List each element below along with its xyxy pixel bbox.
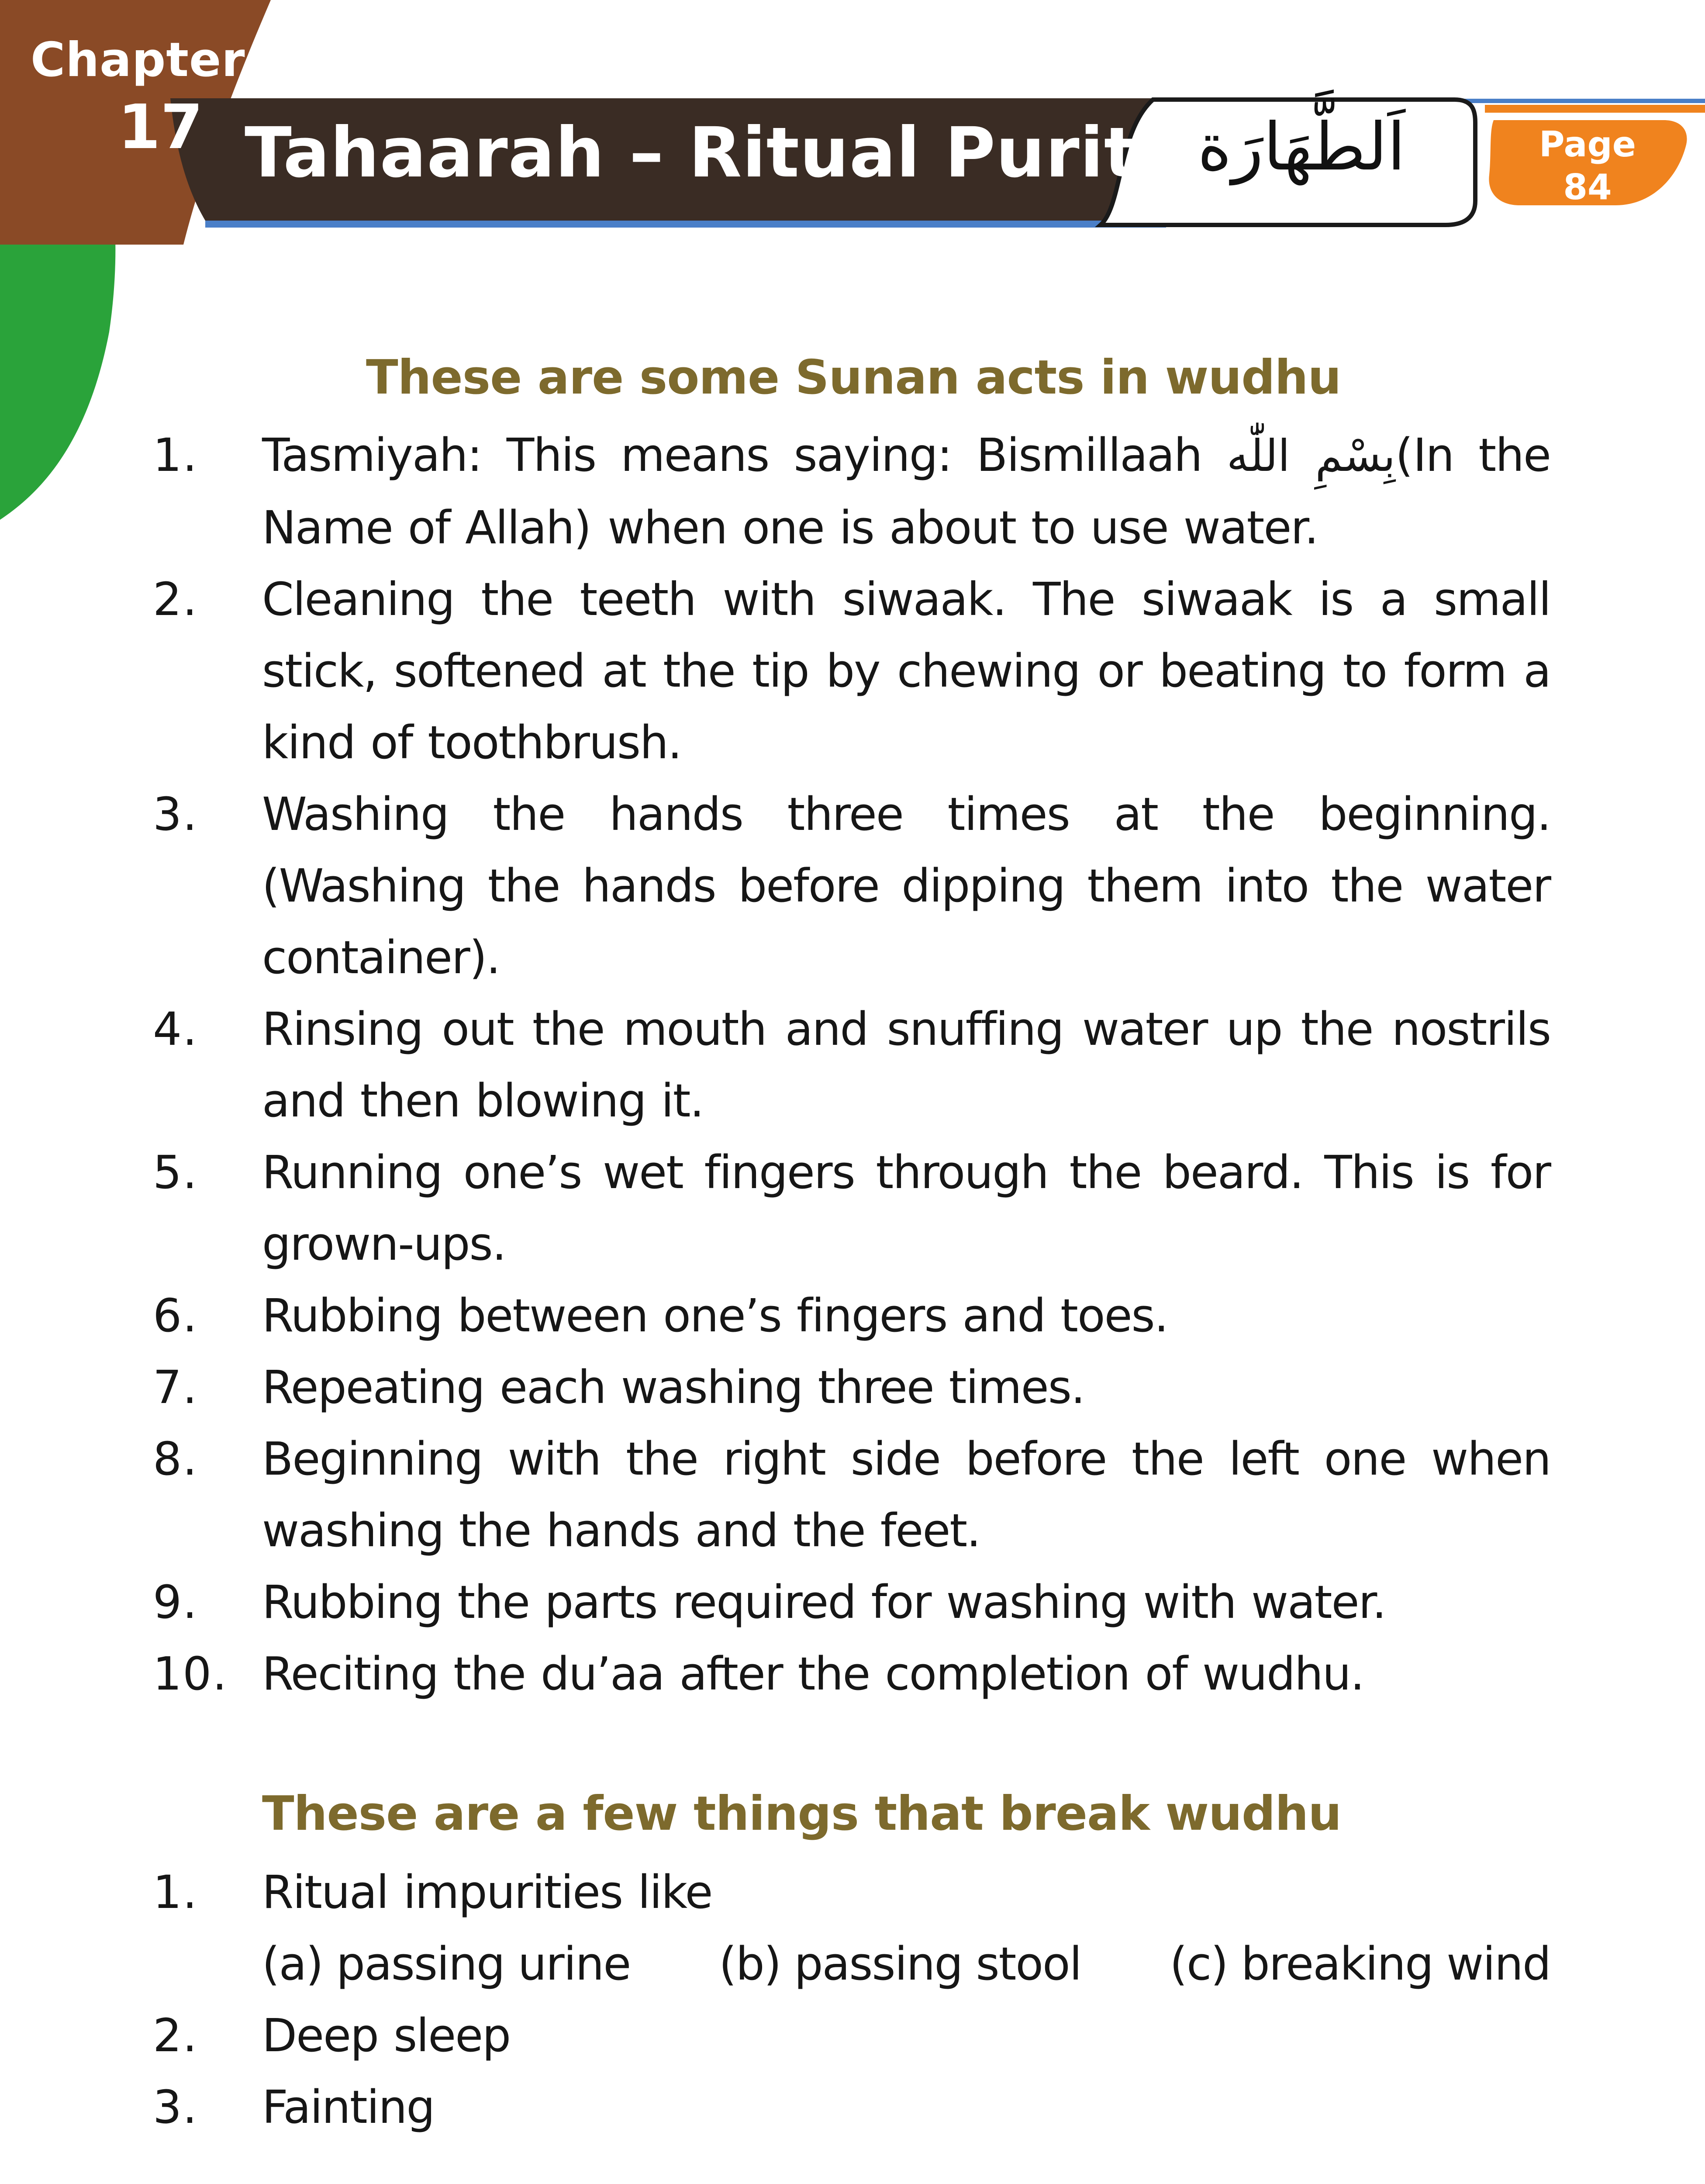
item-number: 1. xyxy=(153,1866,198,1919)
item-text: Running one’s wet fingers through the beard. This is for grown-ups. xyxy=(262,1146,1550,1271)
sub-item: (b) passing stool xyxy=(719,1937,1081,1990)
sunan-list xyxy=(153,419,1550,1710)
item-text-post: (In the Name of Allah) when one is about to use water. xyxy=(262,429,1550,554)
item-text: Ritual impurities like xyxy=(262,1866,712,1919)
item-text: Rubbing between one’s fingers and toes. xyxy=(262,1289,1168,1342)
break-wudhu-list xyxy=(153,1856,1550,2143)
item-number: 8. xyxy=(153,1432,198,1486)
item-number: 6. xyxy=(153,1289,198,1342)
bismillah-arabic: بِسْمِ اللّٰه xyxy=(1226,430,1396,481)
item-text: Deep sleep xyxy=(262,2009,511,2062)
item-text: Rubbing the parts required for washing with water. xyxy=(262,1576,1386,1629)
list-item xyxy=(153,419,1550,563)
page-number: 84 xyxy=(1563,167,1612,207)
item-text: Repeating each washing three times. xyxy=(262,1361,1084,1414)
item-number: 10. xyxy=(153,1647,228,1700)
chapter-label: Chapter xyxy=(31,33,245,87)
item-number: 3. xyxy=(153,788,198,841)
list-item xyxy=(153,1638,1550,1710)
list-item xyxy=(153,778,1550,993)
list-item xyxy=(153,1566,1550,1638)
chapter-number: 17 xyxy=(118,92,203,163)
item-text: Fainting xyxy=(262,2080,435,2134)
list-item xyxy=(153,563,1550,778)
item-text xyxy=(262,419,1550,563)
item-text: Rinsing out the mouth and snuffing water up the nostrils and then blowing it. xyxy=(262,1002,1550,1127)
page-title: Tahaarah – Ritual Purity xyxy=(245,113,1183,193)
item-number: 9. xyxy=(153,1576,198,1629)
item-text: Cleaning the teeth with siwaak. The siwaak is a small stick, softened at the tip by chewing or beating to form a kind of toothbrush. xyxy=(262,573,1550,769)
sub-item: (c) breaking wind xyxy=(1170,1937,1550,1990)
item-text: Beginning with the right side before the left one when washing the hands and the feet. xyxy=(262,1432,1550,1557)
list-item xyxy=(153,1423,1550,1566)
badge-top-bar xyxy=(1485,105,1705,113)
list-item xyxy=(153,1856,1550,2000)
item-number: 7. xyxy=(153,1361,198,1414)
section-heading-break-wudhu: These are a few things that break wudhu xyxy=(262,1787,1342,1841)
item-text-pre: Tasmiyah: This means saying: Bismillaah xyxy=(262,429,1227,482)
arabic-title: اَلطَّهَارَة xyxy=(1197,109,1406,185)
page-badge xyxy=(1494,123,1681,209)
blue-top-line xyxy=(1463,99,1705,103)
list-item xyxy=(153,1137,1550,1280)
item-number: 1. xyxy=(153,429,198,482)
item-text: Reciting the du’aa after the completion of wudhu. xyxy=(262,1647,1364,1700)
list-item xyxy=(153,1351,1550,1423)
item-number: 2. xyxy=(153,573,198,626)
list-item xyxy=(153,2000,1550,2071)
item-number: 3. xyxy=(153,2080,198,2134)
sub-item: (a) passing urine xyxy=(262,1937,631,1990)
section-heading-sunan: These are some Sunan acts in wudhu xyxy=(366,350,1341,405)
page-badge-label: Page xyxy=(1539,124,1636,165)
item-number: 2. xyxy=(153,2009,198,2062)
list-item xyxy=(153,2071,1550,2143)
list-item xyxy=(153,993,1550,1137)
item-number: 4. xyxy=(153,1002,198,1056)
blue-underline xyxy=(205,221,1166,228)
item-text: Washing the hands three times at the beginning. (Washing the hands before dipping them into the water container). xyxy=(262,788,1550,984)
list-item xyxy=(153,1280,1550,1351)
sub-items-row xyxy=(262,1928,1550,2000)
item-number: 5. xyxy=(153,1146,198,1199)
